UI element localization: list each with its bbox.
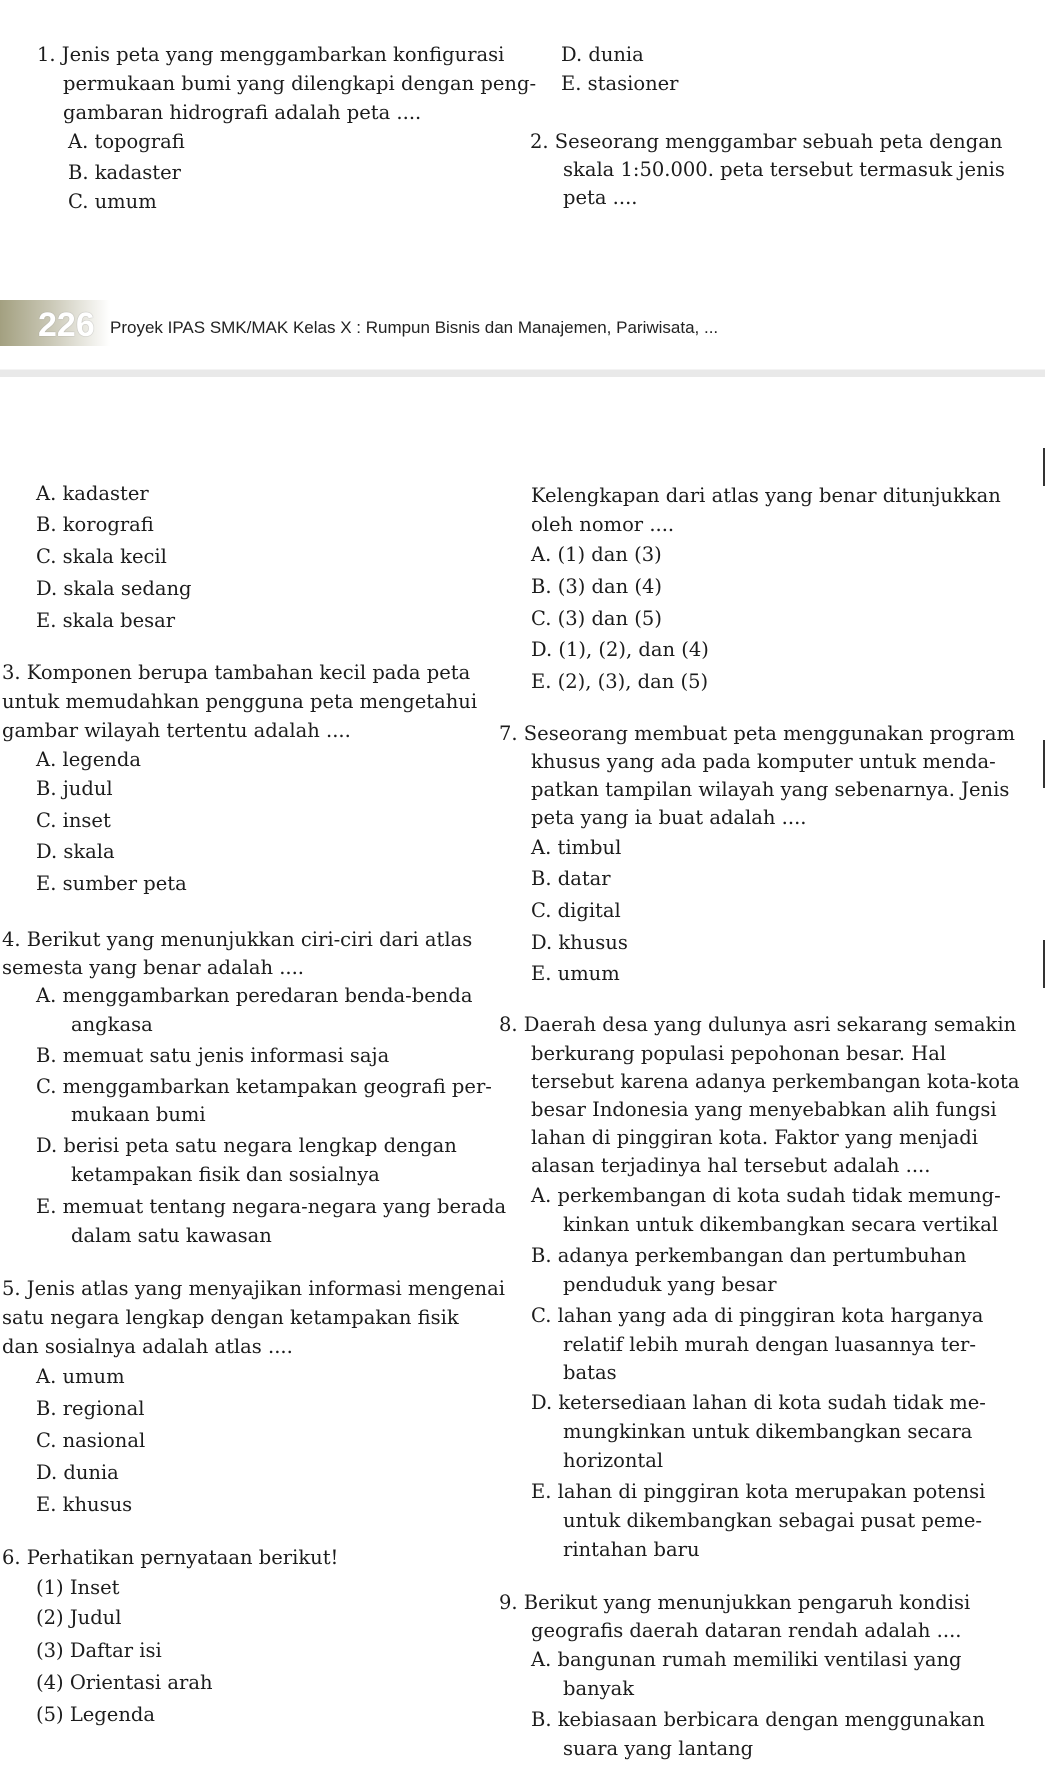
question-text-line: dan sosialnya adalah atlas .... bbox=[2, 1335, 293, 1358]
answer-option: batas bbox=[563, 1361, 617, 1384]
answer-option: angkasa bbox=[71, 1013, 153, 1036]
answer-option: D. (1), (2), dan (4) bbox=[531, 638, 709, 661]
answer-option: A. (1) dan (3) bbox=[531, 543, 662, 566]
answer-option: B. kebiasaan berbicara dengan menggunakan bbox=[531, 1708, 985, 1731]
answer-option: E. skala besar bbox=[36, 609, 176, 632]
question-text-line: 7. Seseorang membuat peta menggunakan program bbox=[499, 722, 1016, 745]
question-text-line: Kelengkapan dari atlas yang benar ditunjukkan bbox=[531, 484, 1001, 507]
answer-option: D. berisi peta satu negara lengkap dengan bbox=[36, 1134, 457, 1157]
answer-option: C. nasional bbox=[36, 1429, 146, 1452]
question-text-line: 6. Perhatikan pernyataan berikut! bbox=[2, 1546, 339, 1569]
question-text-line: peta yang ia buat adalah .... bbox=[531, 806, 807, 829]
statement-item: (1) Inset bbox=[36, 1576, 120, 1599]
question-text-line: geografis daerah dataran rendah adalah .... bbox=[531, 1619, 962, 1642]
book-title: Proyek IPAS SMK/MAK Kelas X : Rumpun Bisnis dan Manajemen, Pariwisata, ... bbox=[110, 318, 719, 337]
question-text-line: peta .... bbox=[563, 186, 638, 209]
answer-option: E. sumber peta bbox=[36, 872, 187, 895]
answer-option: D. dunia bbox=[561, 43, 644, 66]
question-text-line: besar Indonesia yang menyebabkan alih fungsi bbox=[531, 1098, 997, 1121]
answer-option: C. menggambarkan ketampakan geografi per- bbox=[36, 1075, 492, 1098]
answer-option: D. skala bbox=[36, 840, 115, 863]
answer-option: untuk dikembangkan sebagai pusat peme- bbox=[563, 1509, 982, 1532]
question-text-line: untuk memudahkan pengguna peta mengetahui bbox=[2, 690, 478, 713]
answer-option: E. umum bbox=[531, 962, 620, 985]
answer-option: E. lahan di pinggiran kota merupakan potensi bbox=[531, 1480, 986, 1503]
answer-option: C. umum bbox=[68, 190, 157, 213]
page-number: 226 bbox=[38, 306, 95, 344]
answer-option: penduduk yang besar bbox=[563, 1273, 777, 1296]
statement-item: (5) Legenda bbox=[36, 1703, 155, 1726]
answer-option: A. topografi bbox=[68, 130, 185, 153]
answer-option: D. skala sedang bbox=[36, 577, 192, 600]
answer-option: C. skala kecil bbox=[36, 545, 167, 568]
question-text-line: 9. Berikut yang menunjukkan pengaruh kondisi bbox=[499, 1591, 971, 1614]
answer-option: B. judul bbox=[36, 777, 113, 800]
answer-option: suara yang lantang bbox=[563, 1737, 754, 1760]
question-text-line: 5. Jenis atlas yang menyajikan informasi mengenai bbox=[2, 1277, 505, 1300]
answer-option: D. ketersediaan lahan di kota sudah tidak me- bbox=[531, 1391, 986, 1414]
statement-item: (3) Daftar isi bbox=[36, 1639, 162, 1662]
answer-option: B. datar bbox=[531, 867, 611, 890]
question-text-line: gambaran hidrografi adalah peta .... bbox=[63, 101, 422, 124]
statement-item: (2) Judul bbox=[36, 1606, 122, 1629]
question-text-line: 1. Jenis peta yang menggambarkan konfigurasi bbox=[37, 43, 505, 66]
question-text-line: satu negara lengkap dengan ketampakan fisik bbox=[2, 1306, 459, 1329]
question-text-line: lahan di pinggiran kota. Faktor yang menjadi bbox=[531, 1126, 978, 1149]
question-text-line: skala 1:50.000. peta tersebut termasuk jenis bbox=[563, 158, 1005, 181]
answer-option: A. umum bbox=[36, 1365, 125, 1388]
answer-option: A. bangunan rumah memiliki ventilasi yang bbox=[531, 1648, 962, 1671]
answer-option: A. timbul bbox=[531, 836, 622, 859]
answer-option: B. regional bbox=[36, 1397, 145, 1420]
answer-option: ketampakan fisik dan sosialnya bbox=[71, 1163, 380, 1186]
answer-option: B. kadaster bbox=[68, 161, 181, 184]
answer-option: A. legenda bbox=[36, 748, 141, 771]
answer-option: B. memuat satu jenis informasi saja bbox=[36, 1044, 390, 1067]
question-text-line: oleh nomor .... bbox=[531, 513, 675, 536]
answer-option: B. adanya perkembangan dan pertumbuhan bbox=[531, 1244, 967, 1267]
answer-option: kinkan untuk dikembangkan secara vertikal bbox=[563, 1213, 999, 1236]
statement-item: (4) Orientasi arah bbox=[36, 1671, 213, 1694]
answer-option: C. lahan yang ada di pinggiran kota harganya bbox=[531, 1304, 984, 1327]
question-text-line: tersebut karena adanya perkembangan kota-kota bbox=[531, 1070, 1020, 1093]
question-text-line: berkurang populasi pepohonan besar. Hal bbox=[531, 1042, 947, 1065]
question-text-line: 8. Daerah desa yang dulunya asri sekarang semakin bbox=[499, 1013, 1017, 1036]
question-text-line: semesta yang benar adalah .... bbox=[2, 956, 305, 979]
answer-option: E. memuat tentang negara-negara yang berada bbox=[36, 1195, 507, 1218]
answer-option: B. korografi bbox=[36, 513, 154, 536]
question-text-line: gambar wilayah tertentu adalah .... bbox=[2, 719, 351, 742]
answer-option: horizontal bbox=[563, 1449, 664, 1472]
answer-option: C. inset bbox=[36, 809, 111, 832]
answer-option: E. stasioner bbox=[561, 72, 679, 95]
question-text-line: alasan terjadinya hal tersebut adalah .... bbox=[531, 1154, 931, 1177]
answer-option: D. dunia bbox=[36, 1461, 119, 1484]
answer-option: C. digital bbox=[531, 899, 621, 922]
answer-option: rintahan baru bbox=[563, 1538, 700, 1561]
question-text-line: 2. Seseorang menggambar sebuah peta dengan bbox=[530, 130, 1003, 153]
question-text-line: patkan tampilan wilayah yang sebenarnya. Jenis bbox=[531, 778, 1010, 801]
question-text-line: 3. Komponen berupa tambahan kecil pada peta bbox=[2, 661, 471, 684]
answer-option: A. kadaster bbox=[36, 482, 149, 505]
answer-option: D. khusus bbox=[531, 931, 628, 954]
answer-option: C. (3) dan (5) bbox=[531, 607, 662, 630]
answer-option: A. menggambarkan peredaran benda-benda bbox=[36, 984, 473, 1007]
question-text-line: 4. Berikut yang menunjukkan ciri-ciri dari atlas bbox=[2, 928, 473, 951]
answer-option: mukaan bumi bbox=[71, 1103, 206, 1126]
question-text-line: khusus yang ada pada komputer untuk menda- bbox=[531, 750, 996, 773]
answer-option: dalam satu kawasan bbox=[71, 1224, 272, 1247]
answer-option: B. (3) dan (4) bbox=[531, 575, 663, 598]
answer-option: relatif lebih murah dengan luasannya ter- bbox=[563, 1333, 976, 1356]
answer-option: E. (2), (3), dan (5) bbox=[531, 670, 709, 693]
question-text-line: permukaan bumi yang dilengkapi dengan peng- bbox=[63, 72, 537, 95]
answer-option: banyak bbox=[563, 1677, 635, 1700]
answer-option: mungkinkan untuk dikembangkan secara bbox=[563, 1420, 973, 1443]
answer-option: A. perkembangan di kota sudah tidak memung- bbox=[531, 1184, 1001, 1207]
answer-option: E. khusus bbox=[36, 1493, 133, 1516]
